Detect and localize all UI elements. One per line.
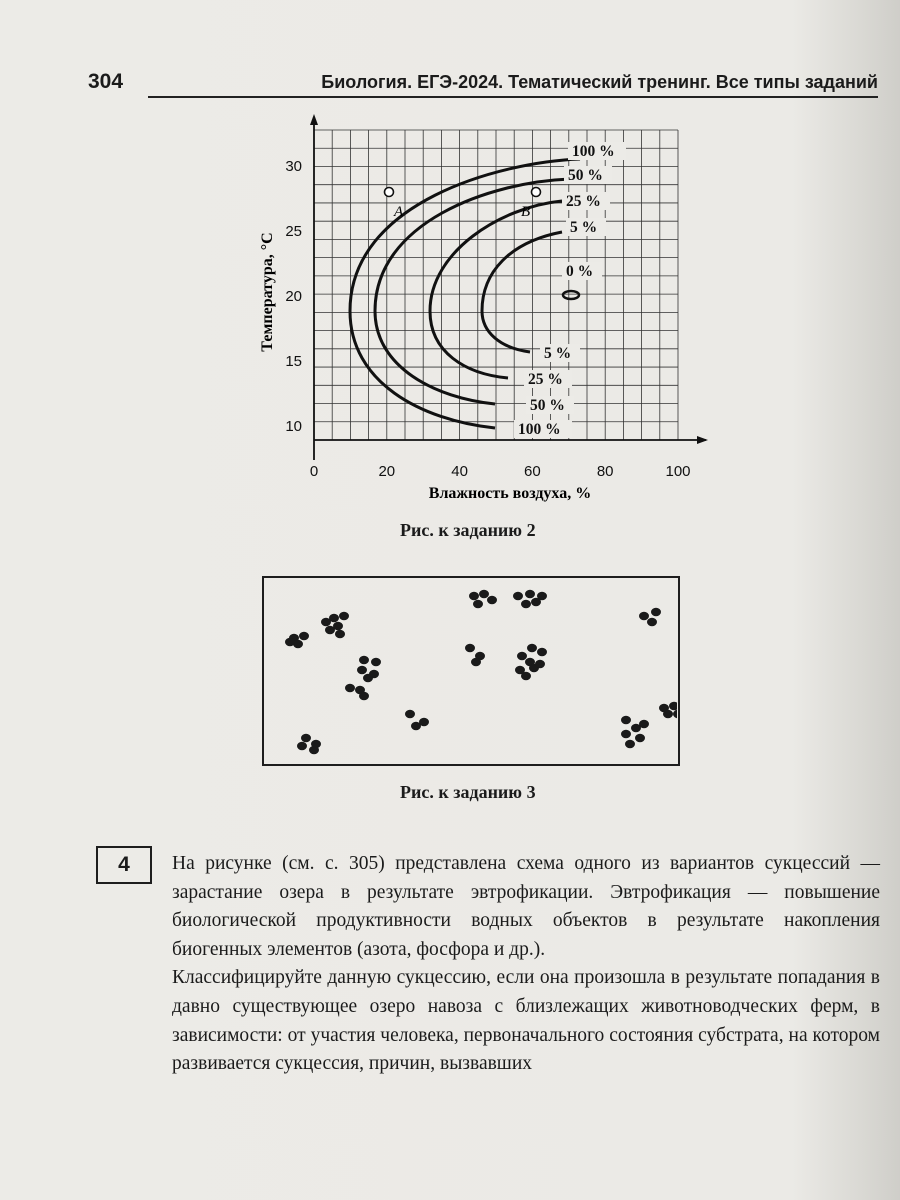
x-tick-label: 80 [596, 463, 614, 480]
dot-cluster [321, 612, 349, 639]
label-top-100: 100 % [572, 143, 615, 160]
dot-cluster [639, 608, 661, 627]
dot [639, 612, 649, 621]
dot [625, 740, 635, 749]
dot [621, 730, 631, 739]
isoline-5-top [482, 232, 562, 311]
point-b-marker [532, 188, 541, 197]
dot [325, 626, 335, 635]
dot [405, 710, 415, 719]
figure-task-2 [250, 112, 710, 522]
dot [663, 710, 673, 719]
x-axis-arrow [697, 436, 708, 444]
x-tick-label: 100 [665, 463, 691, 480]
dot [473, 600, 483, 609]
x-tick-label: 20 [378, 463, 396, 480]
y-axis-arrow [310, 114, 318, 125]
task-4-paragraph-2: Классифицируйте данную сукцессию, если она произошла в результате попадания в давно существующее озеро навоза с близлежащих животноводческих ферм, в зависимости: от участия человека, первоначального состояния субстрата, на котором развивается сукцессия, причин, вызвавших [172, 967, 880, 1075]
dot [635, 734, 645, 743]
plot-grid [314, 130, 678, 440]
dot [537, 648, 547, 657]
y-tick-label: 30 [285, 158, 302, 175]
dot [651, 608, 661, 617]
isoline-50-bottom [375, 311, 495, 404]
label-center-0: 0 % [566, 263, 594, 280]
dot-cluster [659, 702, 677, 719]
label-bottom-5: 5 % [544, 345, 572, 362]
page-number: 304 [88, 70, 124, 93]
y-tick-label: 15 [285, 353, 302, 370]
dot [297, 742, 307, 751]
dot [469, 592, 479, 601]
dot [359, 692, 369, 701]
dot [339, 612, 349, 621]
task-number: 4 [118, 853, 130, 876]
dot-distribution [264, 578, 677, 763]
dot-cluster [469, 590, 497, 609]
y-tick-label: 25 [285, 223, 302, 240]
dot [487, 596, 497, 605]
figure-2-caption: Рис. к заданию 2 [400, 520, 536, 540]
figure-task-3 [262, 576, 680, 766]
dot [299, 632, 309, 641]
dot [335, 630, 345, 639]
label-bottom-25: 25 % [528, 371, 563, 388]
dot [357, 666, 367, 675]
dot-cluster [515, 644, 547, 681]
dot-cluster [297, 734, 321, 755]
task-number-box [96, 846, 152, 884]
dot [527, 644, 537, 653]
point-a-label: A [394, 204, 404, 220]
dot-cluster [285, 632, 309, 649]
dot [517, 652, 527, 661]
dot [513, 592, 523, 601]
label-top-5: 5 % [570, 219, 598, 236]
dot [301, 734, 311, 743]
dot [647, 618, 657, 627]
dot [673, 710, 677, 719]
dot-cluster [513, 590, 547, 609]
dot [345, 684, 355, 693]
dot [321, 618, 331, 627]
dot [669, 702, 677, 711]
header-rule [148, 96, 878, 98]
y-tick-label: 20 [285, 288, 302, 305]
plot-axes [310, 114, 708, 460]
y-tick-label: 10 [285, 418, 302, 435]
label-top-25: 25 % [566, 193, 601, 210]
dot [363, 674, 373, 683]
dot-cluster [465, 644, 485, 667]
task-4-paragraph-1: На рисунке (см. с. 305) представлена схема одного из вариантов сукцессий — зарастание озера в результате эвтрофикации. Эвтрофикация — повышение биологической продуктивности водных объектов в результате накопления биогенных элементов (азота, фосфора и др.). [172, 853, 880, 960]
point-a-marker [385, 188, 394, 197]
label-bottom-50: 50 % [530, 397, 565, 414]
dot-cluster [345, 684, 369, 701]
dot [359, 656, 369, 665]
dot [471, 658, 481, 667]
figure-3-caption: Рис. к заданию 3 [400, 782, 536, 802]
x-tick-label: 60 [524, 463, 541, 480]
dot-cluster [405, 710, 429, 731]
tick-labels [285, 158, 690, 480]
label-bottom-100: 100 % [518, 421, 561, 438]
dot [411, 722, 421, 731]
dot [521, 600, 531, 609]
label-top-50: 50 % [568, 167, 603, 184]
task-4-text [172, 850, 880, 1079]
dot-cluster [621, 716, 649, 749]
dot [521, 672, 531, 681]
y-axis-label: Температура, °С [259, 232, 276, 352]
dot [531, 598, 541, 607]
dot [535, 660, 545, 669]
dot [479, 590, 489, 599]
isoline-diagram [250, 112, 710, 522]
running-title: Биология. ЕГЭ-2024. Тематический тренинг. Все типы заданий [321, 72, 878, 92]
dot [465, 644, 475, 653]
dot [639, 720, 649, 729]
isoline-5-bottom [482, 311, 530, 352]
isoline-50-top [375, 179, 570, 311]
dot [621, 716, 631, 725]
dot-cluster [357, 656, 381, 683]
dot [371, 658, 381, 667]
point-b-label: B [521, 204, 531, 220]
dot [285, 638, 295, 647]
x-tick-label: 0 [309, 463, 319, 480]
x-tick-label: 40 [451, 463, 468, 480]
dot [309, 746, 319, 755]
dot [525, 590, 535, 599]
isoline-0-center [563, 291, 579, 299]
x-axis-label: Влажность воздуха, % [428, 485, 592, 502]
